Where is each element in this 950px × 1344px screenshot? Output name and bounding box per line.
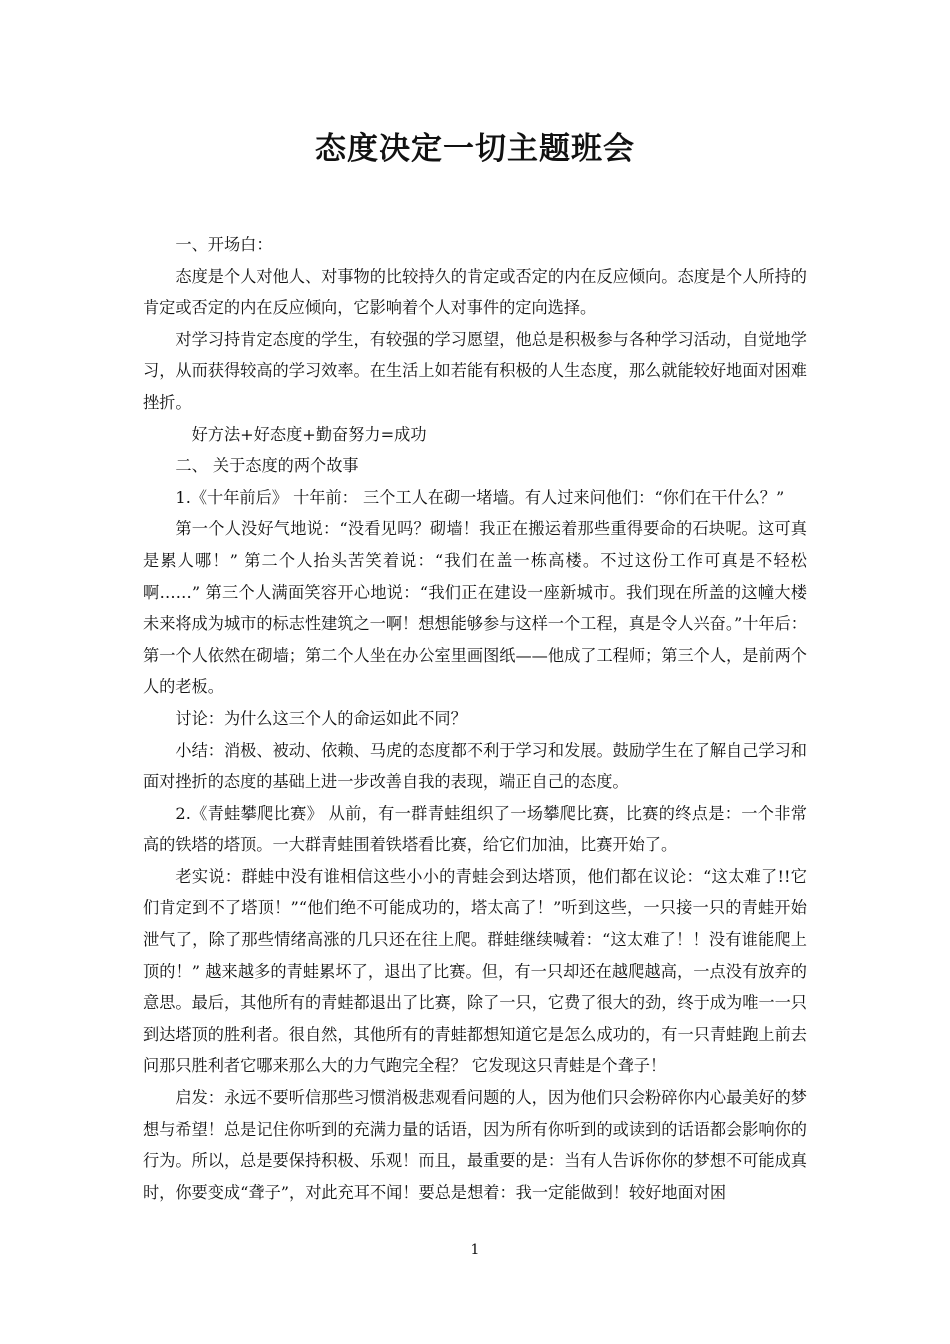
- paragraph: 1.《十年前后》 十年前： 三个工人在砌一堵墙。有人过来问他们：“你们在干什么？”: [175, 487, 785, 507]
- section-heading-stories: 二、 关于态度的两个故事: [175, 456, 359, 476]
- page-number: 1: [470, 1242, 480, 1258]
- document-body: [143, 229, 807, 1208]
- section-heading-opening: 一、开场白：: [175, 235, 273, 254]
- paragraph: 第一个人没好气地说：“没看见吗？砌墙！我正在搬运着那些重得要命的石块呢。这可真是累人哪！” 第二个人抬头苦笑着说：“我们在盖一栋高楼。不过这份工作可真是不轻松啊……” 第三个人满面笑容开心地说：“我们正在建设一座新城市。我们现在所盖的这幢大楼未来将成为城市的标志性建筑之一啊！想想能够参与这样一个工程，真是令人兴奋。”十年后： 第一个人依然在砌墙；第二个人坐在办公室里画图纸——他成了工程师；第三个人，是前两个人的老板。: [143, 519, 807, 697]
- page-title: 态度决定一切主题班会: [315, 131, 635, 167]
- paragraph: 小结：消极、被动、依赖、马虎的态度都不利于学习和发展。鼓励学生在了解自己学习和面对挫折的态度的基础上进一步改善自我的表现，端正自己的态度。: [143, 740, 807, 792]
- paragraph: 2.《青蛙攀爬比赛》 从前，有一群青蛙组织了一场攀爬比赛，比赛的终点是：一个非常高的铁塔的塔顶。一大群青蛙围着铁塔看比赛，给它们加油，比赛开始了。: [143, 803, 807, 855]
- paragraph: 讨论：为什么这三个人的命运如此不同？: [175, 708, 467, 728]
- formula-line: 好方法+好态度+勤奋努力=成功: [191, 424, 427, 444]
- paragraph: 态度是个人对他人、对事物的比较持久的肯定或否定的内在反应倾向。态度是个人所持的肯定或否定的内在反应倾向，它影响着个人对事件的定向选择。: [143, 266, 807, 318]
- paragraph: 老实说：群蛙中没有谁相信这些小小的青蛙会到达塔顶，他们都在议论：“这太难了!!它们肯定到不了塔顶！”“他们绝不可能成功的，塔太高了！”听到这些，一只接一只的青蛙开始泄气了，除了那些情绪高涨的几只还在往上爬。群蛙继续喊着：“这太难了！！没有谁能爬上顶的！” 越来越多的青蛙累坏了，退出了比赛。但，有一只却还在越爬越高，一点没有放弃的意思。最后，其他所有的青蛙都退出了比赛，除了一只，它费了很大的劲，终于成为唯一一只到达塔顶的胜利者。很自然，其他所有的青蛙都想知道它是怎么成功的，有一只青蛙跑上前去问那只胜利者它哪来那么大的力气跑完全程？ 它发现这只青蛙是个聋子！: [143, 866, 807, 1076]
- paragraph: 启发：永远不要听信那些习惯消极悲观看问题的人，因为他们只会粉碎你内心最美好的梦想与希望！总是记住你听到的充满力量的话语，因为所有你听到的或读到的话语都会影响你的行为。所以，总是要保持积极、乐观！而且，最重要的是：当有人告诉你你的梦想不可能成真时，你要变成“聋子”，对此充耳不闻！要总是想着：我一定能做到！较好地面对困: [143, 1088, 807, 1202]
- paragraph: 对学习持肯定态度的学生，有较强的学习愿望，他总是积极参与各种学习活动，自觉地学习，从而获得较高的学习效率。在生活上如若能有积极的人生态度，那么就能较好地面对困难挫折。: [143, 329, 807, 412]
